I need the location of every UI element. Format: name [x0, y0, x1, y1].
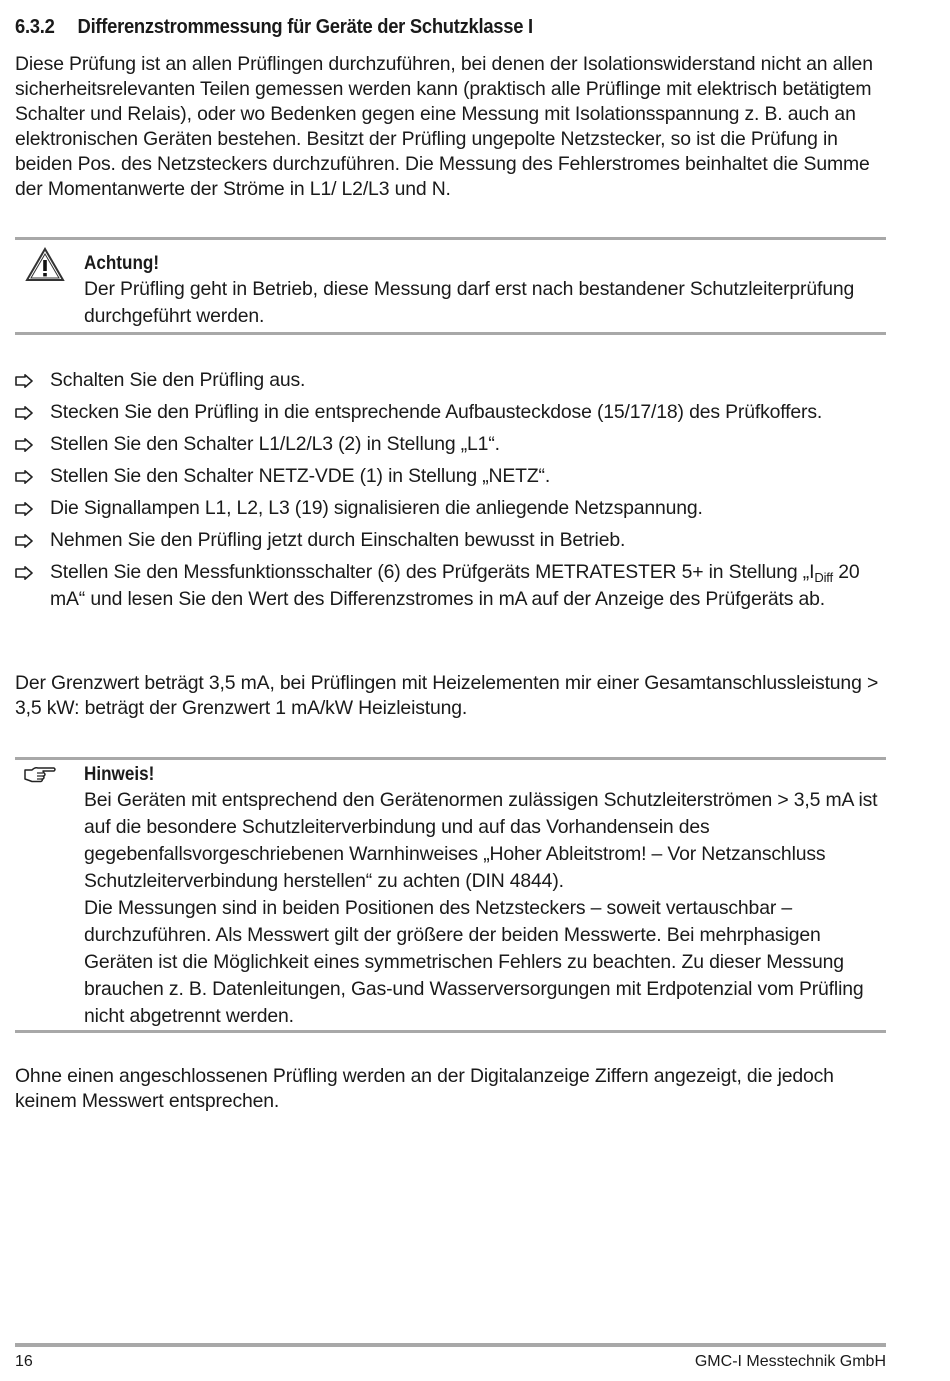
step-text-before: Stellen Sie den Messfunktionsschalter (6) des Prüfgeräts METRATESTER 5+ in Stellung „I	[50, 561, 815, 583]
footer-divider	[15, 1343, 886, 1347]
list-item	[15, 463, 886, 490]
section-heading	[15, 16, 816, 39]
arrow-right-icon	[15, 406, 33, 420]
list-item	[15, 399, 886, 426]
note-text-1: Bei Geräten mit entsprechend den Gerätenormen zulässigen Schutzleiterströmen > 3,5 mA ist auf die besondere Schutzleiterverbindung und auf das Vorhandensein des gegebenfallsvorgeschriebenen Warnhinweises „Hoher Ableitstrom! – Vor Netzanschluss Schutzleiterverbindung herstellen“ zu achten (DIN 4844).	[84, 789, 878, 892]
warning-triangle-icon	[25, 247, 65, 288]
warning-title: Achtung!	[84, 253, 160, 274]
step-text: Stellen Sie den Schalter NETZ-VDE (1) in Stellung „NETZ“.	[50, 465, 551, 487]
note-title: Hinweis!	[84, 764, 155, 785]
list-item	[15, 431, 886, 458]
footer-company: GMC-I Messtechnik GmbH	[694, 1353, 886, 1370]
arrow-right-icon	[15, 438, 33, 452]
list-item	[15, 367, 886, 394]
limit-paragraph: Der Grenzwert beträgt 3,5 mA, bei Prüflingen mit Heizelementen mir einer Gesamtanschlussleistung > 3,5 kW: beträgt der Grenzwert 1 mA/kW Heizleistung.	[15, 672, 879, 719]
arrow-right-icon	[15, 470, 33, 484]
warning-text: Der Prüfling geht in Betrieb, diese Messung darf erst nach bestandener Schutzleiterprüfung durchgeführt werden.	[84, 278, 855, 327]
page-number: 16	[15, 1353, 33, 1370]
section-number: 6.3.2	[15, 16, 55, 38]
step-text: Stecken Sie den Prüfling in die entsprechende Aufbausteckdose (15/17/18) des Prüfkoffers.	[50, 401, 823, 423]
step-text-after: 20 mA“ und lesen Sie den Wert des Differenzstromes in mA auf der Anzeige des Prüfgeräts ab.	[50, 561, 860, 610]
arrow-right-icon	[15, 374, 33, 388]
intro-paragraph: Diese Prüfung ist an allen Prüflingen durchzuführen, bei denen der Isolationswiderstand nicht an allen sicherheitsrelevanten Teilen gemessen werden kann (praktisch alle Prüflinge mit elektrisch betätigtem Schalter und Relais), oder wo Bedenken gegen eine Messung mit Isolationsspannung z. B. auch an elektronischen Geräten bestehen. Besitzt der Prüfling ungepolte Netzstecker, so ist die Prüfung in beiden Pos. des Netzsteckers durchzuführen. Die Messung des Fehlerstromes beinhaltet die Summe der Momentanwerte der Ströme in L1/ L2/L3 und N.	[15, 53, 873, 200]
note-text-2: Die Messungen sind in beiden Positionen des Netzsteckers – soweit vertauschbar – durchzuführen. Als Messwert gilt der größere der beiden Messwerte. Bei mehrphasigen Geräten ist die Möglichkeit eines symmetrischen Fehlers zu beachten. Zu dieser Messung brauchen z. B. Datenleitungen, Gas-und Wasserversorgungen mit Erdpotenzial vom Prüfling nicht abgetrennt werden.	[84, 897, 864, 1027]
warning-box	[15, 237, 886, 335]
list-item	[15, 495, 886, 522]
step-text: Nehmen Sie den Prüfling jetzt durch Einschalten bewusst in Betrieb.	[50, 529, 626, 551]
warning-content	[84, 252, 886, 330]
closing-paragraph: Ohne einen angeschlossenen Prüfling werden an der Digitalanzeige Ziffern angezeigt, die jedoch keinem Messwert entsprechen.	[15, 1065, 834, 1112]
note-box	[15, 757, 886, 1033]
step-text: Schalten Sie den Prüfling aus.	[50, 369, 306, 391]
step-text-subscript: Diff	[814, 570, 833, 585]
section-title: Differenzstrommessung für Geräte der Schutzklasse I	[77, 16, 533, 38]
instruction-list	[15, 367, 886, 618]
arrow-right-icon	[15, 534, 33, 548]
list-item	[15, 559, 886, 613]
pointing-hand-icon	[23, 765, 57, 788]
note-content	[84, 763, 886, 1030]
step-text: Die Signallampen L1, L2, L3 (19) signalisieren die anliegende Netzspannung.	[50, 497, 703, 519]
list-item	[15, 527, 886, 554]
arrow-right-icon	[15, 566, 33, 580]
arrow-right-icon	[15, 502, 33, 516]
step-text: Stellen Sie den Schalter L1/L2/L3 (2) in Stellung „L1“.	[50, 433, 500, 455]
